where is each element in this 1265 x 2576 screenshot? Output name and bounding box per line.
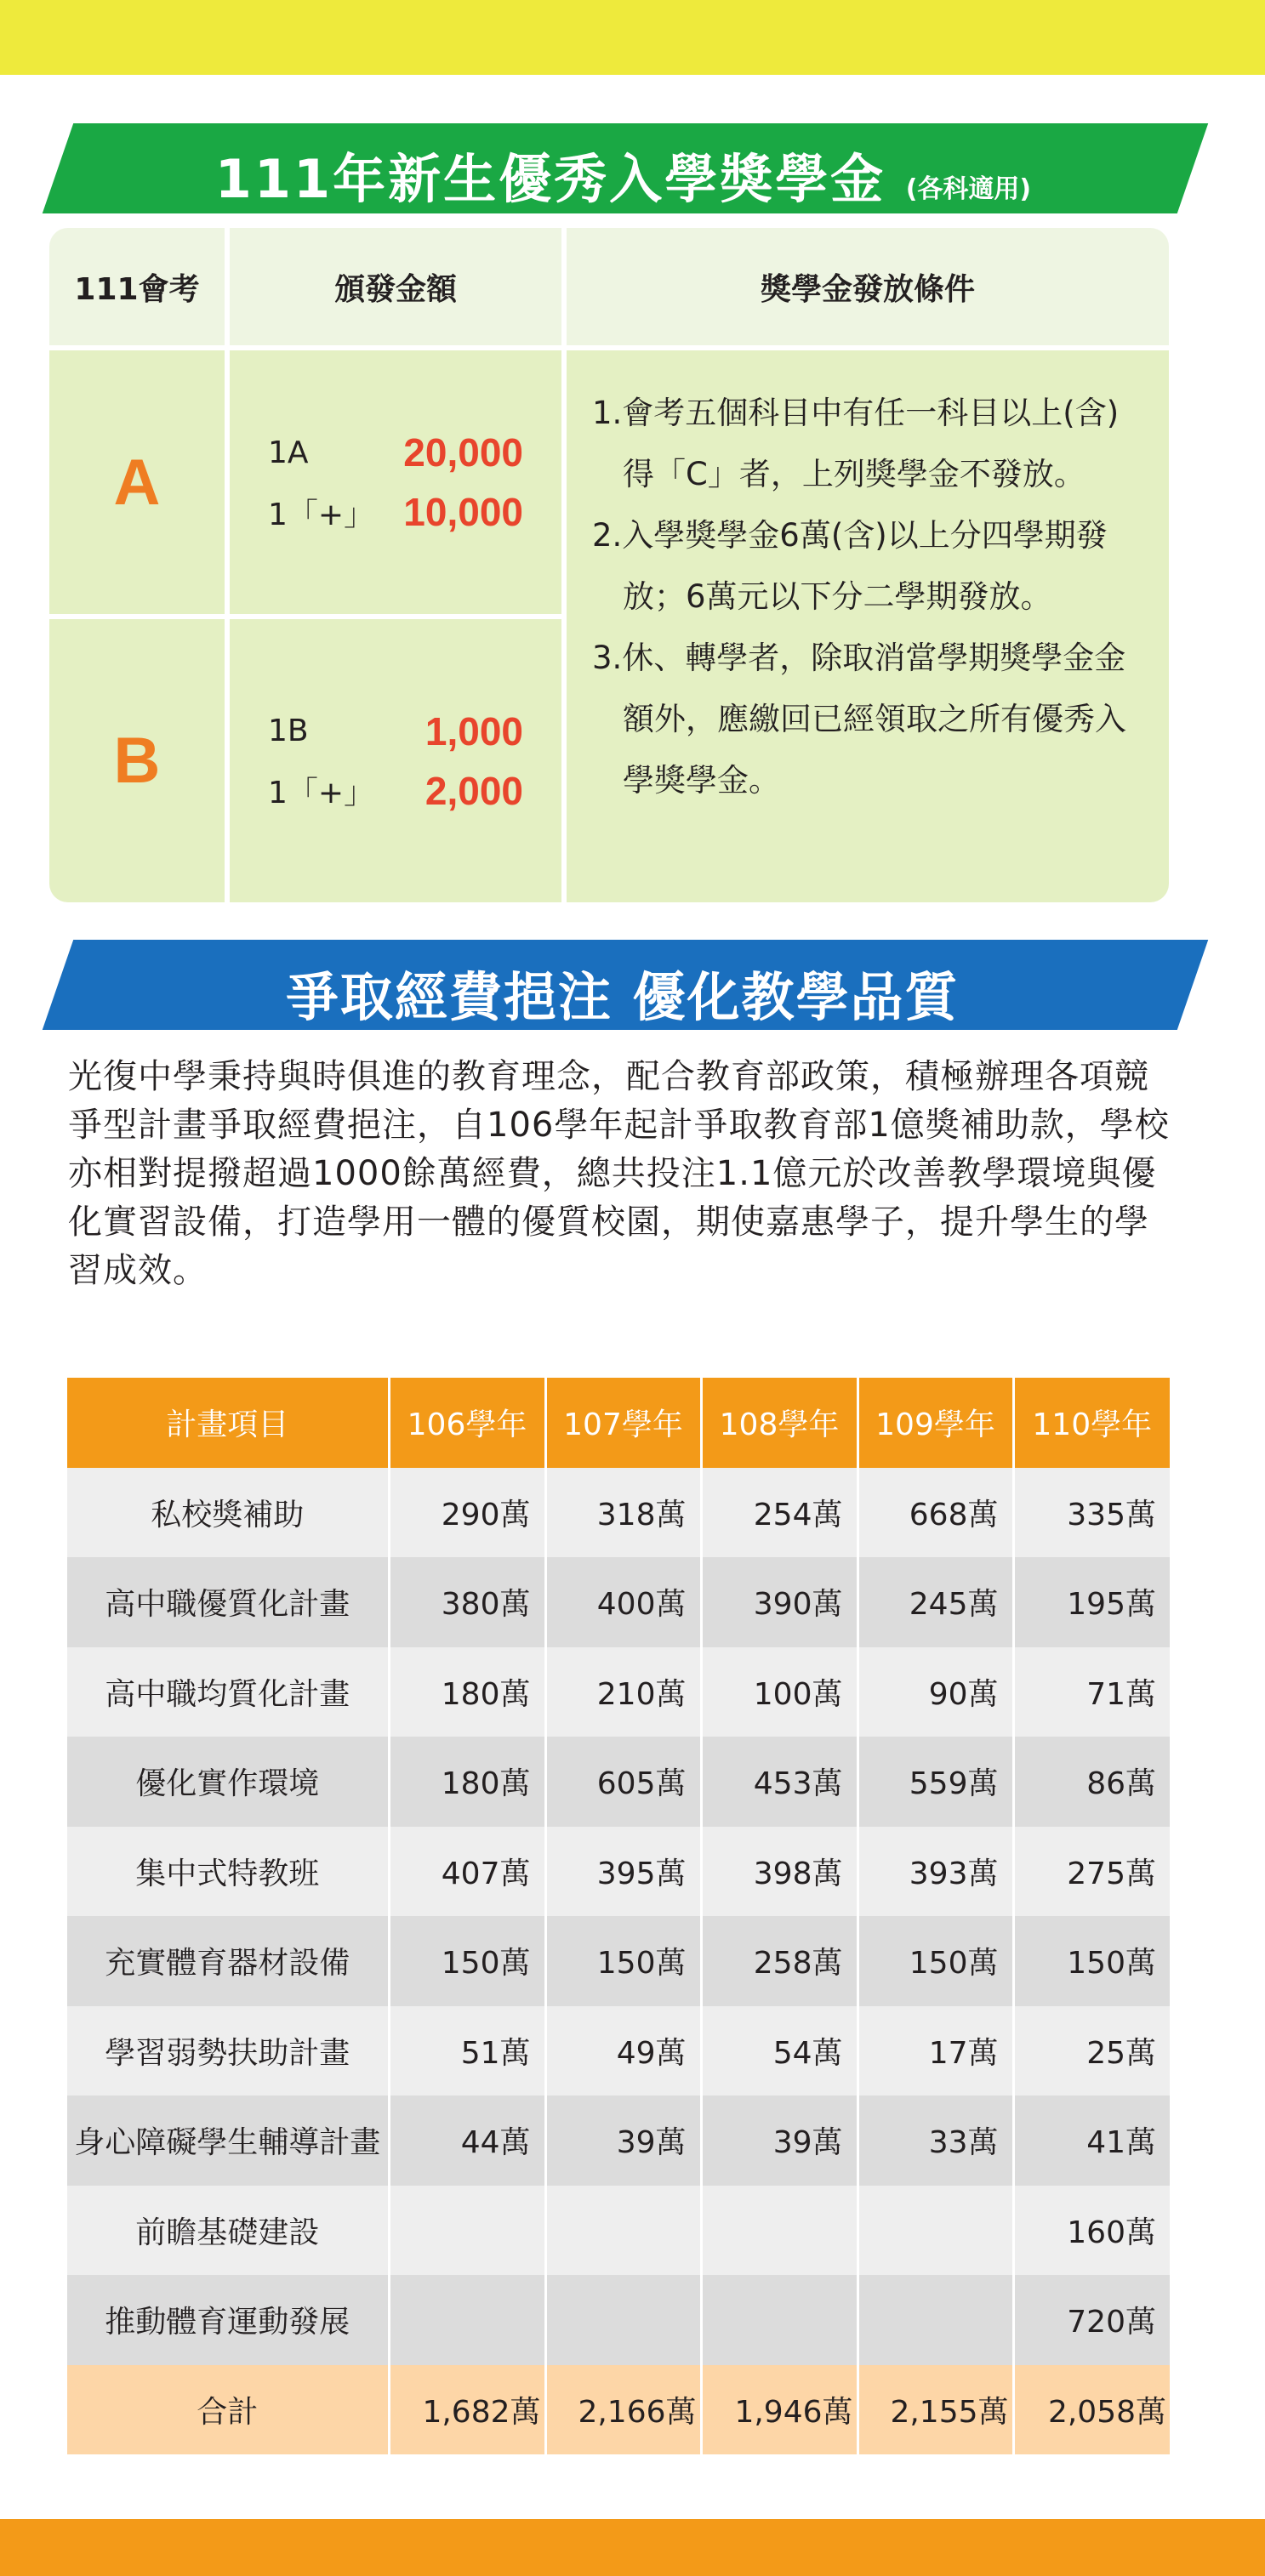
project-name: 前瞻基礎建設 [67,2186,389,2276]
table-cell: 668萬 [858,1468,1013,1558]
table-cell [545,2275,701,2365]
grade-b: B [113,725,161,797]
column-header: 108學年 [701,1378,858,1468]
condition-item: 3.休、轉學者，除取消當學期獎學金金額外，應繳回已經領取之所有優秀入學獎學金。 [592,640,1126,799]
table-cell: 150萬 [545,1916,701,2006]
project-name: 高中職均質化計畫 [67,1647,389,1737]
grade-b-amounts [230,619,561,902]
total-cell: 2,058萬 [1013,2365,1170,2455]
scholarship-title: 111年新生優秀入學獎學金 [214,148,886,210]
table-cell: 150萬 [389,1916,545,2006]
table-cell: 390萬 [701,1557,858,1647]
scholarship-table [49,228,1169,902]
table-cell: 71萬 [1013,1647,1170,1737]
project-name: 優化實作環境 [67,1737,389,1827]
funding-title: 爭取經費挹注 優化教學品質 [285,966,960,1028]
grade-a-cell [49,350,225,614]
table-cell: 720萬 [1013,2275,1170,2365]
table-cell: 195萬 [1013,1557,1170,1647]
table-row [67,1827,1170,1917]
table-cell: 150萬 [858,1916,1013,2006]
condition-item: 1.會考五個科目中有任一科目以上(含)得「C」者，上列獎學金不發放。 [592,395,1120,492]
table-cell: 51萬 [389,2006,545,2096]
top-decor-bar [0,0,1265,75]
table-cell: 254萬 [701,1468,858,1558]
table-cell [389,2186,545,2276]
table-cell: 258萬 [701,1916,858,2006]
project-name: 集中式特教班 [67,1827,389,1917]
column-header: 106學年 [389,1378,545,1468]
table-header-row [67,1378,1170,1468]
grade-a-amounts [230,350,561,614]
table-cell [858,2275,1013,2365]
project-name: 高中職優質化計畫 [67,1557,389,1647]
funding-intro: 光復中學秉持與時俱進的教育理念，配合教育部政策，積極辦理各項競爭型計畫爭取經費挹注，自106學年起計爭取教育部1億獎補助款，學校亦相對提撥超過1000餘萬經費，總共投注1.1億元於改善教學環境與優化實習設備，打造學用一體的優質校園，期使嘉惠學子，提升學生的學習成效。 [68,1057,1170,1290]
amount-row: 1B 1,000 [268,708,523,753]
project-name: 私校獎補助 [67,1468,389,1558]
amount-row: 1A 20,000 [268,430,523,475]
table-cell: 44萬 [389,2095,545,2186]
table-row [67,1647,1170,1737]
header-amount: 頒發金額 [230,228,561,345]
table-cell: 150萬 [1013,1916,1170,2006]
project-name: 推動體育運動發展 [67,2275,389,2365]
table-cell: 245萬 [858,1557,1013,1647]
total-cell: 2,166萬 [545,2365,701,2455]
table-cell [701,2186,858,2276]
conditions-list [592,383,1143,811]
total-label: 合計 [67,2365,389,2455]
table-row [67,1737,1170,1827]
table-cell: 86萬 [1013,1737,1170,1827]
table-cell: 398萬 [701,1827,858,1917]
table-cell: 49萬 [545,2006,701,2096]
column-header: 110學年 [1013,1378,1170,1468]
table-row [67,2095,1170,2186]
table-cell: 407萬 [389,1827,545,1917]
scholarship-banner [43,123,1208,213]
table-cell: 180萬 [389,1647,545,1737]
table-cell: 380萬 [389,1557,545,1647]
table-row [67,2186,1170,2276]
table-row [67,1557,1170,1647]
header-exam: 111會考 [49,228,225,345]
table-cell: 39萬 [701,2095,858,2186]
funding-table [67,1378,1170,2454]
table-cell: 335萬 [1013,1468,1170,1558]
table-row [67,2275,1170,2365]
column-header: 107學年 [545,1378,701,1468]
column-header: 計畫項目 [67,1378,389,1468]
conditions-cell [567,350,1169,902]
header-conditions: 獎學金發放條件 [567,228,1169,345]
table-cell: 90萬 [858,1647,1013,1737]
table-cell [701,2275,858,2365]
amount-row: 1「+」 10,000 [268,490,523,534]
table-cell: 318萬 [545,1468,701,1558]
table-cell: 180萬 [389,1737,545,1827]
project-name: 學習弱勢扶助計畫 [67,2006,389,2096]
table-row [67,2006,1170,2096]
table-cell: 17萬 [858,2006,1013,2096]
table-cell [389,2275,545,2365]
grade-b-cell [49,619,225,902]
project-name: 身心障礙學生輔導計畫 [67,2095,389,2186]
table-cell: 605萬 [545,1737,701,1827]
table-cell: 100萬 [701,1647,858,1737]
amount-row: 1「+」 2,000 [268,768,523,813]
table-cell: 275萬 [1013,1827,1170,1917]
table-row [67,1468,1170,1558]
scholarship-subtitle: (各科適用) [905,174,1032,204]
table-cell: 33萬 [858,2095,1013,2186]
total-cell: 1,946萬 [701,2365,858,2455]
table-cell: 395萬 [545,1827,701,1917]
project-name: 充實體育器材設備 [67,1916,389,2006]
total-cell: 1,682萬 [389,2365,545,2455]
total-row [67,2365,1170,2455]
table-cell [858,2186,1013,2276]
total-cell: 2,155萬 [858,2365,1013,2455]
table-cell: 25萬 [1013,2006,1170,2096]
table-cell: 41萬 [1013,2095,1170,2186]
table-cell: 210萬 [545,1647,701,1737]
table-cell: 160萬 [1013,2186,1170,2276]
table-cell: 400萬 [545,1557,701,1647]
table-row [67,1916,1170,2006]
table-cell: 453萬 [701,1737,858,1827]
table-cell [545,2186,701,2276]
table-cell: 393萬 [858,1827,1013,1917]
table-cell: 290萬 [389,1468,545,1558]
column-header: 109學年 [858,1378,1013,1468]
table-cell: 559萬 [858,1737,1013,1827]
table-cell: 39萬 [545,2095,701,2186]
funding-banner [43,940,1208,1030]
condition-item: 2.入學獎學金6萬(含)以上分四學期發放；6萬元以下分二學期發放。 [592,517,1108,615]
bottom-decor-bar [0,2519,1265,2576]
grade-a: A [113,446,161,519]
table-cell: 54萬 [701,2006,858,2096]
